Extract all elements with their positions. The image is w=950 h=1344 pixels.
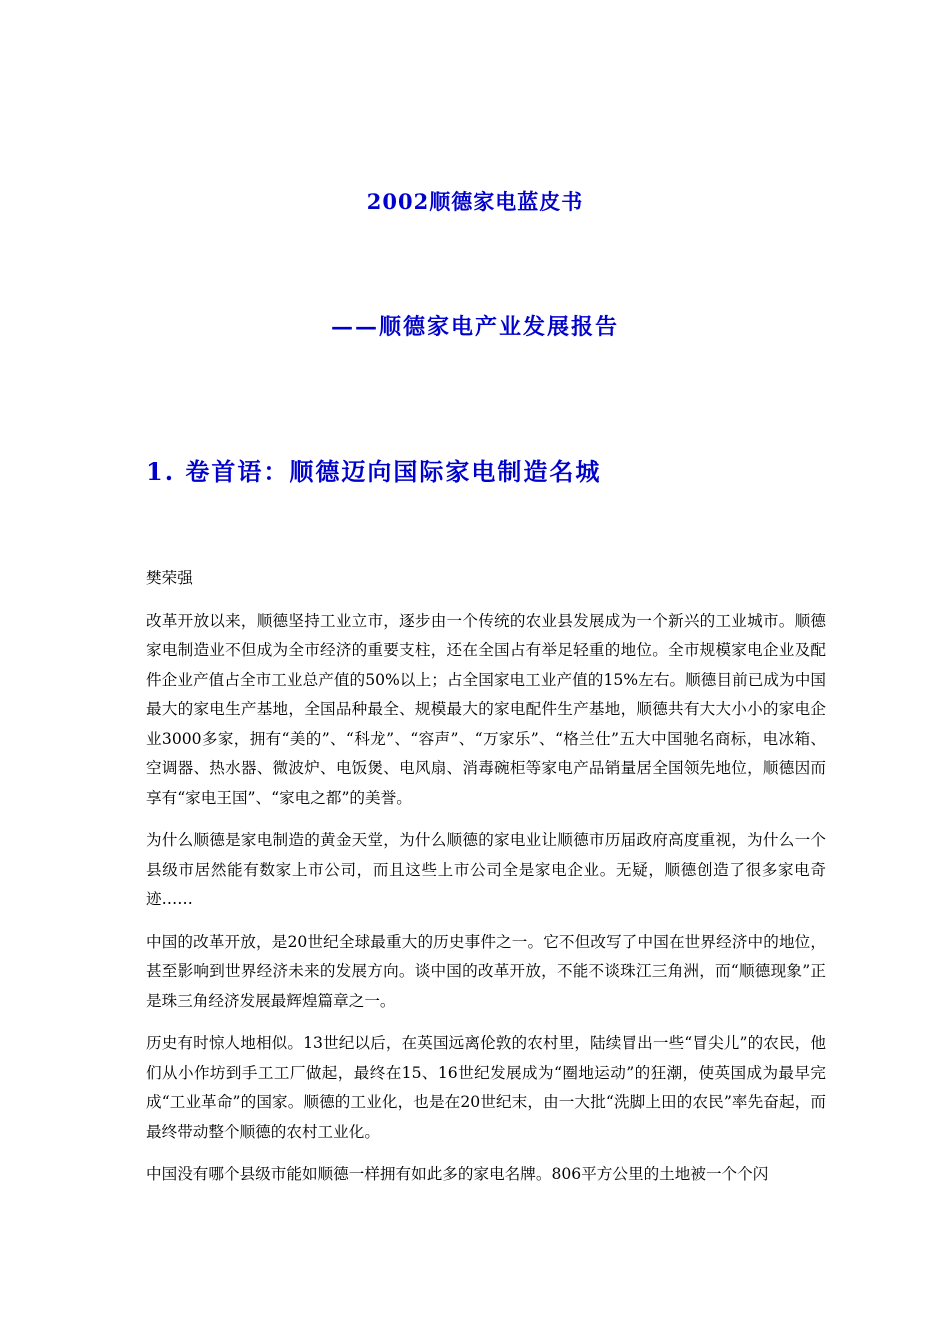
- paragraph: 中国的改革开放，是20世纪全球最重大的历史事件之一。它不但改写了中国在世界经济中的地位，甚至影响到世界经济未来的发展方向。谈中国的改革开放，不能不谈珠江三角洲，而“顺德现象”正是珠三角经济发展最辉煌篇章之一。: [146, 932, 826, 1010]
- paragraph: 历史有时惊人地相似。13世纪以后，在英国远离伦敦的农村里，陆续冒出一些“冒尖儿”的农民，他们从小作坊到手工工厂做起，最终在15、16世纪发展成为“圈地运动”的狂潮，使英国成为最早完成“工业革命”的国家。顺德的工业化，也是在20世纪末，由一大批“洗脚上田的农民”率先奋起，而最终带动整个顺德的农村工业化。: [146, 1034, 826, 1141]
- document-title: 2002顺德家电蓝皮书: [366, 189, 584, 214]
- author-name: 樊荣强: [146, 569, 193, 587]
- body-text: [146, 564, 826, 1203]
- section-heading: 1. 卷首语：顺德迈向国际家电制造名城: [146, 457, 602, 486]
- document-subtitle: ——顺德家电产业发展报告: [330, 314, 619, 340]
- paragraph: 为什么顺德是家电制造的黄金天堂，为什么顺德的家电业让顺德市历届政府高度重视，为什么一个县级市居然能有数家上市公司，而且这些上市公司全是家电企业。无疑，顺德创造了很多家电奇迹……: [146, 831, 826, 908]
- paragraph: 中国没有哪个县级市能如顺德一样拥有如此多的家电名牌。806平方公里的土地被一个个闪: [146, 1165, 769, 1183]
- paragraph: 改革开放以来，顺德坚持工业立市，逐步由一个传统的农业县发展成为一个新兴的工业城市。顺德家电制造业不但成为全市经济的重要支柱，还在全国占有举足轻重的地位。全市规模家电企业及配件企业产值占全市工业总产值的50%以上；占全国家电工业产值的15%左右。顺德目前已成为中国最大的家电生产基地，全国品种最全、规模最大的家电配件生产基地，顺德共有大大小小的家电企业3000多家，拥有“美的”、“科龙”、“容声”、“万家乐”、“格兰仕”五大中国驰名商标，电冰箱、空调器、热水器、微波炉、电饭煲、电风扇、消毒碗柜等家电产品销量居全国领先地位，顺德因而享有“家电王国”、“家电之都”的美誉。: [146, 611, 826, 807]
